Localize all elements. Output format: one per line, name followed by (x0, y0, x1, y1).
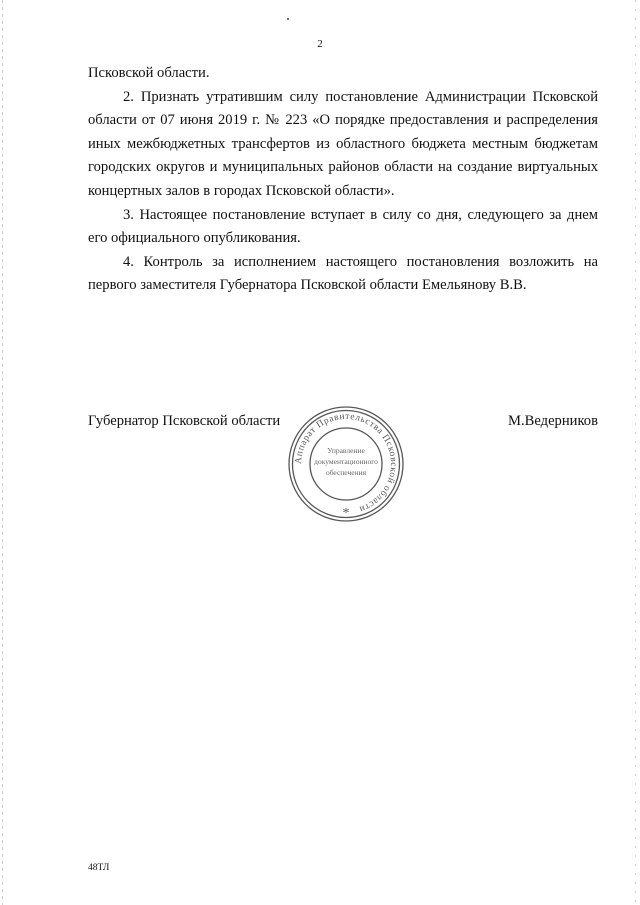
paragraph-item-4: 4. Контроль за исполнением настоящего постановления возложить на первого заместителя Губернатора Псковской области Емельянову В.В. (88, 253, 598, 294)
paragraph-item-3: 3. Настоящее постановление вступает в силу со дня, следующего за днем его официального опубликования. (88, 206, 598, 247)
stamp-inner-line-2: документационного (314, 457, 378, 466)
official-seal-stamp (280, 404, 412, 524)
paragraph-item-2: 2. Признать утратившим силу постановление Администрации Псковской области от 07 июня 2019 г. № 223 «О порядке предоставления и распределения иных межбюджетных трансфертов из областного бюджета местным бюджетам городских округов и муниципальных районов области на создание виртуальных концертных залов в городах Псковской области». (88, 88, 598, 199)
signer-title: Губернатор Псковской области (88, 413, 281, 429)
document-body (88, 62, 598, 298)
stamp-star-icon: * (342, 506, 350, 521)
stamp-outer-text: Аппарат Правительства Псковской области (293, 411, 399, 514)
footer-document-code: 48ТЛ (88, 863, 110, 873)
page-edge-left (2, 0, 3, 905)
signer-name: М.Ведерников (508, 413, 598, 429)
paragraph-continuation: Псковской области. (88, 65, 210, 81)
stamp-inner-line-3: обеспечения (325, 468, 367, 477)
stamp-inner-line-1: Управление (327, 446, 365, 455)
page-edge-right (635, 0, 636, 905)
page-number: 2 (317, 38, 323, 50)
scan-speck (287, 18, 289, 20)
